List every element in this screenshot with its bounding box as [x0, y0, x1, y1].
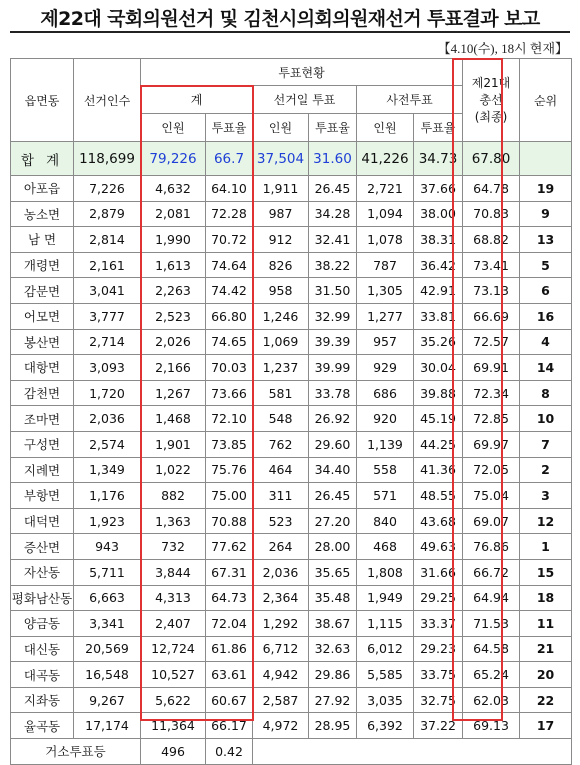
cell-prev-rate: 75.04	[463, 483, 520, 509]
cell-early-rate: 43.68	[414, 508, 463, 534]
cell-early-rate: 33.81	[414, 303, 463, 329]
table-row	[11, 252, 572, 278]
cell-total-voters: 1,267	[141, 380, 206, 406]
cell-rank: 6	[520, 278, 572, 304]
cell-electors: 943	[74, 534, 141, 560]
table-row	[11, 559, 572, 585]
cell-early-rate: 38.00	[414, 201, 463, 227]
title-underline	[10, 31, 570, 33]
cell-total-voters: 5,622	[141, 687, 206, 713]
header-total: 계	[141, 86, 253, 114]
cell-electors: 5,711	[74, 559, 141, 585]
table-row	[11, 662, 572, 688]
header-day-voters: 인원	[253, 114, 309, 142]
cell-rank: 5	[520, 252, 572, 278]
cell-early-rate: 30.04	[414, 355, 463, 381]
table-row	[11, 585, 572, 611]
cell-name: 부항면	[11, 483, 74, 509]
cell-day-rate: 26.45	[309, 483, 357, 509]
cell-rank: 3	[520, 483, 572, 509]
cell-day-voters: 4,942	[253, 662, 309, 688]
cell-early-voters: 957	[357, 329, 414, 355]
cell-name: 양금동	[11, 611, 74, 637]
cell-early-voters: 3,035	[357, 687, 414, 713]
cell-name: 어모면	[11, 303, 74, 329]
cell-early-voters: 6,392	[357, 713, 414, 739]
cell-rank: 13	[520, 227, 572, 253]
cell-prev-rate: 64.94	[463, 585, 520, 611]
total-voters: 79,226	[141, 142, 206, 176]
cell-early-rate: 32.75	[414, 687, 463, 713]
cell-day-voters: 1,292	[253, 611, 309, 637]
total-early-voters: 41,226	[357, 142, 414, 176]
cell-total-voters: 12,724	[141, 636, 206, 662]
cell-prev-rate: 69.07	[463, 508, 520, 534]
cell-early-rate: 33.37	[414, 611, 463, 637]
cell-rank: 14	[520, 355, 572, 381]
cell-name: 아포읍	[11, 176, 74, 202]
cell-electors: 2,574	[74, 431, 141, 457]
turnout-table	[10, 58, 572, 765]
cell-name: 농소면	[11, 201, 74, 227]
cell-total-voters: 1,022	[141, 457, 206, 483]
cell-day-voters: 2,587	[253, 687, 309, 713]
cell-electors: 7,226	[74, 176, 141, 202]
cell-prev-rate: 73.13	[463, 278, 520, 304]
cell-name: 봉산면	[11, 329, 74, 355]
cell-day-rate: 31.50	[309, 278, 357, 304]
cell-early-rate: 49.63	[414, 534, 463, 560]
table-row	[11, 431, 572, 457]
header-prev-line1: 제21대	[471, 75, 511, 90]
cell-name: 남 면	[11, 227, 74, 253]
cell-total-rate: 70.03	[206, 355, 253, 381]
cell-total-voters: 4,313	[141, 585, 206, 611]
cell-day-voters: 2,036	[253, 559, 309, 585]
cell-day-rate: 26.45	[309, 176, 357, 202]
cell-electors: 1,349	[74, 457, 141, 483]
cell-total-voters: 2,166	[141, 355, 206, 381]
cell-total-voters: 10,527	[141, 662, 206, 688]
cell-total-rate: 75.00	[206, 483, 253, 509]
cell-electors: 1,720	[74, 380, 141, 406]
cell-electors: 3,041	[74, 278, 141, 304]
cell-electors: 2,714	[74, 329, 141, 355]
cell-prev-rate: 62.03	[463, 687, 520, 713]
cell-name: 율곡동	[11, 713, 74, 739]
cell-day-rate: 39.39	[309, 329, 357, 355]
header-district: 읍면동	[11, 59, 74, 142]
absentee-label: 거소투표등	[11, 739, 141, 765]
cell-name: 조마면	[11, 406, 74, 432]
header-rank: 순위	[520, 59, 572, 142]
cell-name: 대덕면	[11, 508, 74, 534]
cell-total-rate: 61.86	[206, 636, 253, 662]
table-row	[11, 355, 572, 381]
cell-early-voters: 6,012	[357, 636, 414, 662]
cell-prev-rate: 76.86	[463, 534, 520, 560]
cell-name: 증산면	[11, 534, 74, 560]
cell-day-voters: 912	[253, 227, 309, 253]
cell-early-voters: 929	[357, 355, 414, 381]
cell-prev-rate: 69.91	[463, 355, 520, 381]
cell-early-rate: 37.22	[414, 713, 463, 739]
cell-total-rate: 74.65	[206, 329, 253, 355]
cell-early-voters: 1,808	[357, 559, 414, 585]
cell-early-rate: 45.19	[414, 406, 463, 432]
absentee-voters: 496	[141, 739, 206, 765]
cell-name: 평화남산동	[11, 585, 74, 611]
table-row	[11, 713, 572, 739]
cell-prev-rate: 73.41	[463, 252, 520, 278]
total-prev-rate: 67.80	[463, 142, 520, 176]
cell-day-voters: 548	[253, 406, 309, 432]
absentee-empty	[253, 739, 572, 765]
header-early-voters: 인원	[357, 114, 414, 142]
cell-early-voters: 558	[357, 457, 414, 483]
cell-prev-rate: 64.78	[463, 176, 520, 202]
cell-total-voters: 2,407	[141, 611, 206, 637]
table-row	[11, 406, 572, 432]
cell-prev-rate: 72.57	[463, 329, 520, 355]
cell-early-voters: 1,115	[357, 611, 414, 637]
cell-total-rate: 70.88	[206, 508, 253, 534]
table-row	[11, 380, 572, 406]
total-early-rate: 34.73	[414, 142, 463, 176]
as-of-timestamp: 【4.10(수), 18시 현재】	[437, 41, 568, 56]
cell-electors: 2,879	[74, 201, 141, 227]
cell-total-voters: 2,081	[141, 201, 206, 227]
cell-day-rate: 38.22	[309, 252, 357, 278]
cell-total-rate: 70.72	[206, 227, 253, 253]
cell-day-rate: 38.67	[309, 611, 357, 637]
cell-rank: 15	[520, 559, 572, 585]
cell-total-voters: 2,523	[141, 303, 206, 329]
report-title: 제22대 국회의원선거 및 김천시의회의원재선거 투표결과 보고	[40, 8, 540, 30]
cell-day-rate: 35.65	[309, 559, 357, 585]
cell-day-voters: 264	[253, 534, 309, 560]
cell-total-rate: 72.04	[206, 611, 253, 637]
cell-prev-rate: 72.05	[463, 457, 520, 483]
cell-early-voters: 571	[357, 483, 414, 509]
cell-day-voters: 6,712	[253, 636, 309, 662]
cell-rank: 17	[520, 713, 572, 739]
cell-rank: 21	[520, 636, 572, 662]
cell-early-voters: 686	[357, 380, 414, 406]
cell-total-rate: 64.10	[206, 176, 253, 202]
cell-total-rate: 73.85	[206, 431, 253, 457]
cell-total-voters: 2,026	[141, 329, 206, 355]
cell-early-rate: 41.36	[414, 457, 463, 483]
cell-early-voters: 1,094	[357, 201, 414, 227]
cell-electors: 3,341	[74, 611, 141, 637]
cell-rank: 1	[520, 534, 572, 560]
cell-early-rate: 44.25	[414, 431, 463, 457]
cell-early-rate: 37.66	[414, 176, 463, 202]
header-day-rate: 투표율	[309, 114, 357, 142]
total-day-voters: 37,504	[253, 142, 309, 176]
cell-prev-rate: 72.85	[463, 406, 520, 432]
cell-electors: 1,923	[74, 508, 141, 534]
cell-day-rate: 29.86	[309, 662, 357, 688]
cell-total-voters: 882	[141, 483, 206, 509]
cell-day-rate: 28.95	[309, 713, 357, 739]
header-total-rate: 투표율	[206, 114, 253, 142]
header-prev-election	[463, 59, 520, 142]
cell-electors: 2,036	[74, 406, 141, 432]
cell-day-rate: 27.92	[309, 687, 357, 713]
cell-total-rate: 77.62	[206, 534, 253, 560]
table-row	[11, 176, 572, 202]
cell-day-voters: 958	[253, 278, 309, 304]
cell-early-rate: 31.66	[414, 559, 463, 585]
cell-electors: 2,814	[74, 227, 141, 253]
cell-early-voters: 1,949	[357, 585, 414, 611]
cell-name: 대신동	[11, 636, 74, 662]
cell-early-rate: 38.31	[414, 227, 463, 253]
cell-name: 지례면	[11, 457, 74, 483]
total-rate: 66.7	[206, 142, 253, 176]
cell-day-voters: 1,911	[253, 176, 309, 202]
cell-early-rate: 29.23	[414, 636, 463, 662]
header-electors: 선거인수	[74, 59, 141, 142]
cell-total-rate: 72.28	[206, 201, 253, 227]
cell-total-voters: 4,632	[141, 176, 206, 202]
cell-rank: 12	[520, 508, 572, 534]
cell-electors: 9,267	[74, 687, 141, 713]
cell-day-rate: 32.41	[309, 227, 357, 253]
total-electors: 118,699	[74, 142, 141, 176]
table-row	[11, 611, 572, 637]
absentee-rate: 0.42	[206, 739, 253, 765]
cell-prev-rate: 64.58	[463, 636, 520, 662]
cell-early-voters: 840	[357, 508, 414, 534]
cell-early-rate: 33.75	[414, 662, 463, 688]
cell-day-rate: 34.40	[309, 457, 357, 483]
cell-day-voters: 762	[253, 431, 309, 457]
cell-rank: 16	[520, 303, 572, 329]
cell-prev-rate: 69.97	[463, 431, 520, 457]
cell-total-rate: 60.67	[206, 687, 253, 713]
cell-prev-rate: 65.24	[463, 662, 520, 688]
cell-rank: 4	[520, 329, 572, 355]
total-day-rate: 31.60	[309, 142, 357, 176]
cell-day-voters: 1,069	[253, 329, 309, 355]
cell-day-voters: 987	[253, 201, 309, 227]
cell-prev-rate: 66.69	[463, 303, 520, 329]
cell-prev-rate: 69.13	[463, 713, 520, 739]
cell-rank: 7	[520, 431, 572, 457]
cell-early-rate: 35.26	[414, 329, 463, 355]
cell-total-voters: 1,468	[141, 406, 206, 432]
cell-total-rate: 67.31	[206, 559, 253, 585]
cell-total-voters: 732	[141, 534, 206, 560]
table-row	[11, 227, 572, 253]
table-row	[11, 483, 572, 509]
cell-electors: 1,176	[74, 483, 141, 509]
cell-day-rate: 28.00	[309, 534, 357, 560]
cell-name: 개령면	[11, 252, 74, 278]
cell-name: 감천면	[11, 380, 74, 406]
cell-early-rate: 48.55	[414, 483, 463, 509]
cell-day-voters: 464	[253, 457, 309, 483]
header-election-day: 선거일 투표	[253, 86, 357, 114]
cell-early-voters: 787	[357, 252, 414, 278]
table-row	[11, 636, 572, 662]
cell-day-rate: 29.60	[309, 431, 357, 457]
cell-early-voters: 2,721	[357, 176, 414, 202]
cell-day-rate: 34.28	[309, 201, 357, 227]
cell-day-rate: 27.20	[309, 508, 357, 534]
cell-name: 대곡동	[11, 662, 74, 688]
cell-day-rate: 33.78	[309, 380, 357, 406]
cell-early-voters: 920	[357, 406, 414, 432]
cell-name: 지좌동	[11, 687, 74, 713]
cell-electors: 2,161	[74, 252, 141, 278]
cell-name: 구성면	[11, 431, 74, 457]
cell-prev-rate: 72.34	[463, 380, 520, 406]
cell-rank: 10	[520, 406, 572, 432]
total-rank	[520, 142, 572, 176]
table-row	[11, 687, 572, 713]
cell-total-rate: 66.17	[206, 713, 253, 739]
header-turnout-status: 투표현황	[141, 59, 463, 86]
cell-electors: 3,777	[74, 303, 141, 329]
cell-total-rate: 63.61	[206, 662, 253, 688]
cell-prev-rate: 70.83	[463, 201, 520, 227]
cell-rank: 20	[520, 662, 572, 688]
absentee-row	[11, 739, 572, 765]
header-total-voters: 인원	[141, 114, 206, 142]
cell-rank: 22	[520, 687, 572, 713]
cell-name: 대항면	[11, 355, 74, 381]
header-early-rate: 투표율	[414, 114, 463, 142]
cell-early-rate: 39.88	[414, 380, 463, 406]
cell-rank: 19	[520, 176, 572, 202]
cell-name: 자산동	[11, 559, 74, 585]
cell-day-voters: 1,237	[253, 355, 309, 381]
cell-prev-rate: 68.82	[463, 227, 520, 253]
table-row	[11, 303, 572, 329]
cell-total-voters: 1,901	[141, 431, 206, 457]
cell-day-rate: 32.63	[309, 636, 357, 662]
cell-total-voters: 2,263	[141, 278, 206, 304]
cell-total-rate: 75.76	[206, 457, 253, 483]
header-prev-line2: 총선	[479, 92, 503, 107]
cell-day-voters: 826	[253, 252, 309, 278]
cell-early-voters: 1,078	[357, 227, 414, 253]
grand-total-row	[11, 142, 572, 176]
cell-day-voters: 4,972	[253, 713, 309, 739]
cell-total-rate: 64.73	[206, 585, 253, 611]
cell-electors: 6,663	[74, 585, 141, 611]
cell-rank: 18	[520, 585, 572, 611]
cell-early-voters: 1,277	[357, 303, 414, 329]
cell-rank: 2	[520, 457, 572, 483]
cell-day-voters: 581	[253, 380, 309, 406]
table-row	[11, 508, 572, 534]
cell-total-voters: 3,844	[141, 559, 206, 585]
cell-early-voters: 1,139	[357, 431, 414, 457]
cell-prev-rate: 71.53	[463, 611, 520, 637]
cell-electors: 17,174	[74, 713, 141, 739]
cell-electors: 3,093	[74, 355, 141, 381]
header-prev-line3: (최종)	[474, 109, 508, 124]
cell-electors: 16,548	[74, 662, 141, 688]
table-row	[11, 201, 572, 227]
cell-day-voters: 311	[253, 483, 309, 509]
cell-prev-rate: 66.72	[463, 559, 520, 585]
total-label: 합 계	[11, 142, 74, 176]
cell-total-voters: 1,363	[141, 508, 206, 534]
cell-name: 감문면	[11, 278, 74, 304]
cell-day-voters: 523	[253, 508, 309, 534]
cell-total-rate: 74.42	[206, 278, 253, 304]
cell-rank: 11	[520, 611, 572, 637]
cell-day-rate: 39.99	[309, 355, 357, 381]
table-row	[11, 534, 572, 560]
cell-rank: 9	[520, 201, 572, 227]
header-early-vote: 사전투표	[357, 86, 463, 114]
cell-total-voters: 11,364	[141, 713, 206, 739]
cell-early-voters: 468	[357, 534, 414, 560]
cell-early-voters: 1,305	[357, 278, 414, 304]
cell-early-voters: 5,585	[357, 662, 414, 688]
cell-early-rate: 42.91	[414, 278, 463, 304]
cell-rank: 8	[520, 380, 572, 406]
cell-electors: 20,569	[74, 636, 141, 662]
cell-day-rate: 32.99	[309, 303, 357, 329]
cell-total-rate: 74.64	[206, 252, 253, 278]
cell-early-rate: 36.42	[414, 252, 463, 278]
cell-total-rate: 72.10	[206, 406, 253, 432]
cell-early-rate: 29.25	[414, 585, 463, 611]
cell-total-rate: 66.80	[206, 303, 253, 329]
table-row	[11, 278, 572, 304]
cell-total-voters: 1,990	[141, 227, 206, 253]
cell-day-rate: 35.48	[309, 585, 357, 611]
table-row	[11, 457, 572, 483]
cell-day-voters: 2,364	[253, 585, 309, 611]
cell-day-voters: 1,246	[253, 303, 309, 329]
cell-total-rate: 73.66	[206, 380, 253, 406]
table-row	[11, 329, 572, 355]
cell-total-voters: 1,613	[141, 252, 206, 278]
cell-day-rate: 26.92	[309, 406, 357, 432]
